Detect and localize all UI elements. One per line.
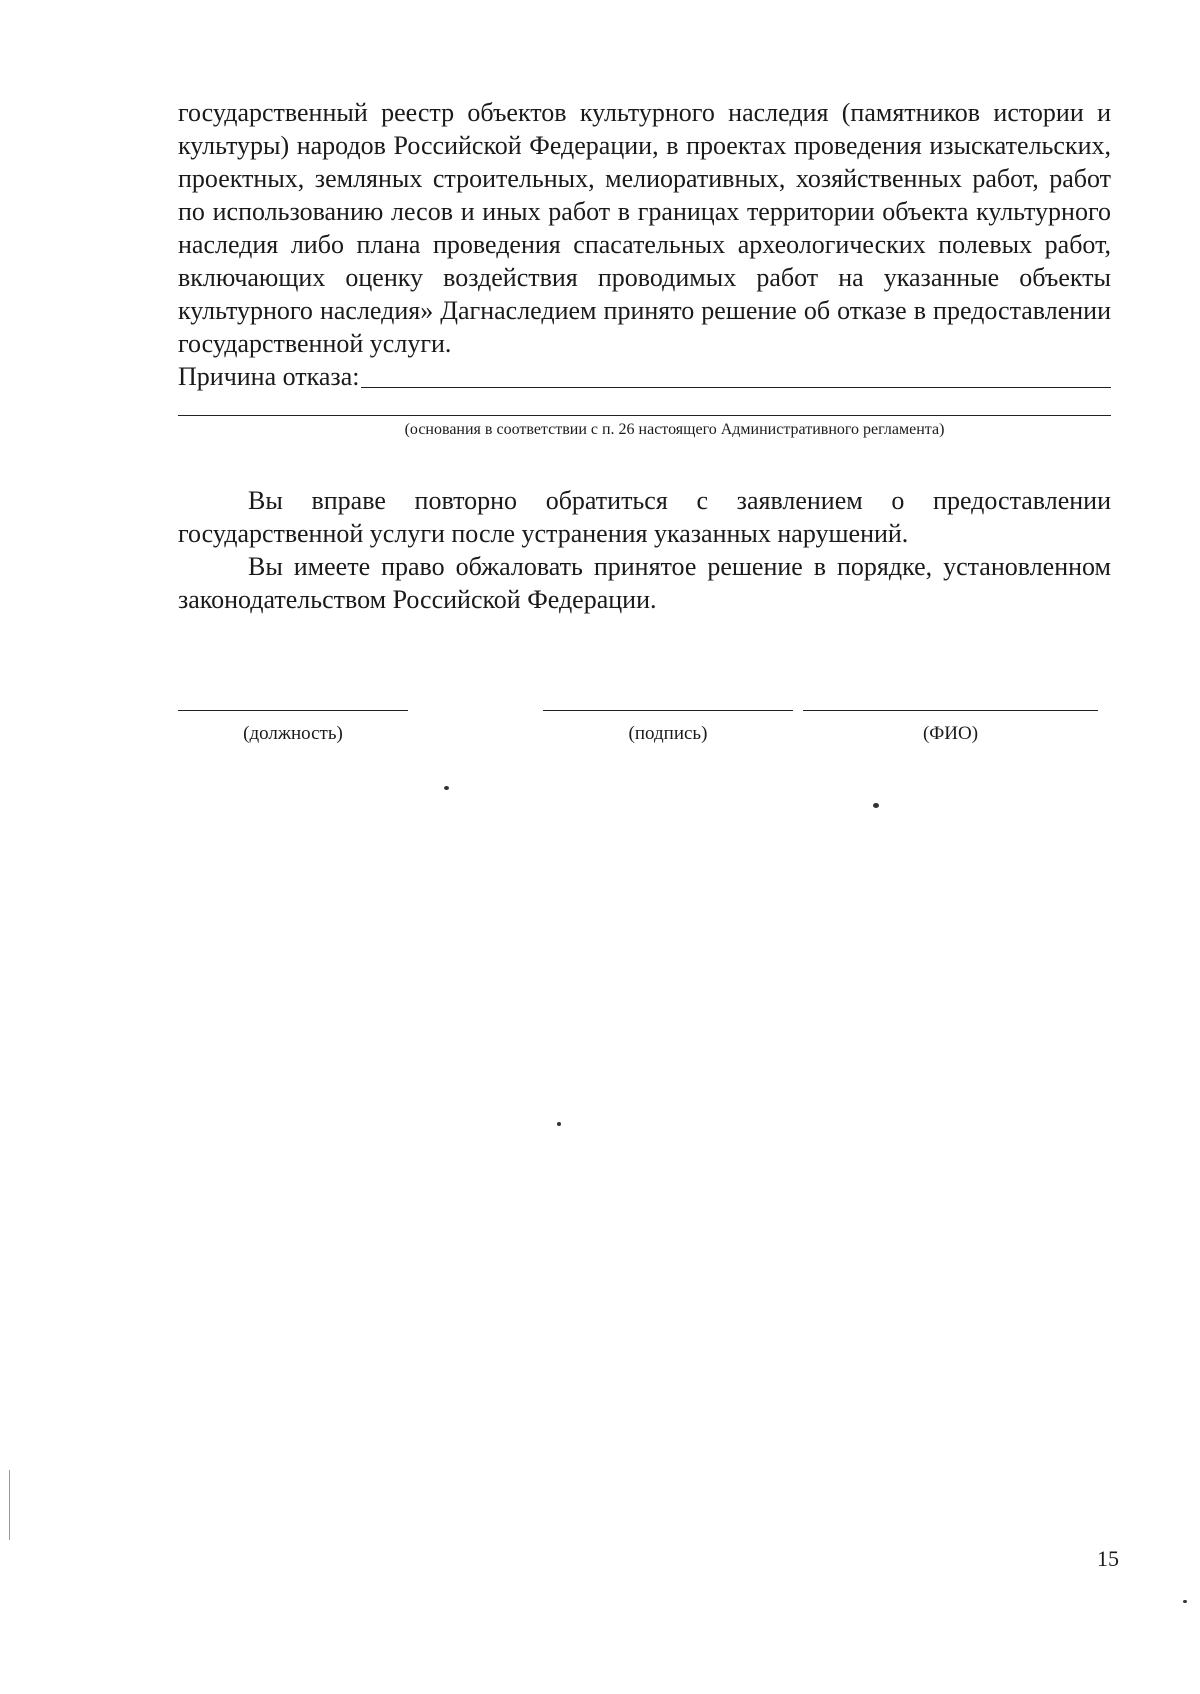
name-label: (ФИО) [922,723,979,744]
signature-label: (подпись) [628,723,708,744]
signature-block [178,710,1111,780]
page-number: 15 [1097,1546,1119,1571]
notice-block [178,484,1111,616]
main-paragraph: государственный реестр объектов культурного наследия (памятников истории и культуры) народов Российской Федерации, в проектах проведения изыскательских, проектных, земляных строительных, мелиоративных, хозяйственных работ, работ по использованию лесов и иных работ в границах территории объекта культурного наследия либо плана проведения спасательных археологических полевых работ, включающих оценку воздействия проводимых работ на указанные объекты культурного наследия» Дагнаследием принято решение об отказе в предоставлении государственной услуги. [178,98,1111,358]
refusal-reason-second-line [178,415,1111,416]
reapply-paragraph: Вы вправе повторно обратиться с заявлением о предоставлении государственной услуги после устранения указанных нарушений. [178,486,1111,548]
signature-field [543,710,793,745]
scan-speck [873,803,879,808]
refusal-reason-blank-line [361,361,1111,388]
appeal-paragraph: Вы имеете право обжаловать принятое решение в порядке, установленном законодательством Российской Федерации. [178,552,1111,614]
scan-speck [444,786,449,790]
refusal-reason-label: Причина отказа: [178,362,360,391]
refusal-reason-row [178,360,1111,393]
position-label: (должность) [243,723,343,744]
document-body [178,96,1111,616]
name-field [803,710,1098,745]
position-line [178,710,408,711]
basis-note: (основания в соответствии с п. 26 настоящего Административного регламента) [404,421,945,438]
name-line [803,710,1098,711]
scan-speck [557,1122,561,1126]
scan-speck [1183,1600,1187,1603]
position-field [178,710,408,745]
scan-edge-mark [9,1470,10,1540]
signature-line [543,710,793,711]
